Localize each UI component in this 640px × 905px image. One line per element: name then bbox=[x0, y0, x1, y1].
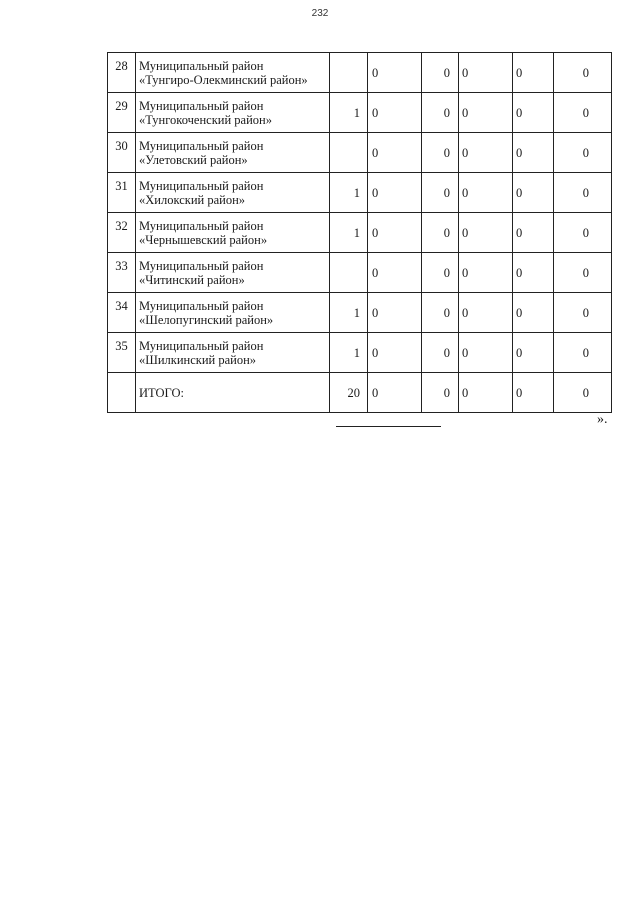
total-value-4: 0 bbox=[459, 373, 513, 413]
table-body bbox=[108, 53, 612, 413]
value-cell-6: 0 bbox=[554, 173, 612, 213]
total-value-6: 0 bbox=[554, 373, 612, 413]
value-cell-5: 0 bbox=[513, 173, 554, 213]
district-table bbox=[107, 52, 612, 413]
value-cell-2: 0 bbox=[368, 173, 422, 213]
value-cell-3: 0 bbox=[422, 293, 459, 333]
row-number: 29 bbox=[108, 93, 136, 133]
closing-divider-line bbox=[336, 426, 441, 427]
row-number: 34 bbox=[108, 293, 136, 333]
row-number: 32 bbox=[108, 213, 136, 253]
value-cell-1 bbox=[330, 133, 368, 173]
district-name-line2: «Читинский район» bbox=[139, 272, 245, 287]
district-name-line2: «Чернышевский район» bbox=[139, 232, 268, 247]
table-row bbox=[108, 53, 612, 93]
value-cell-4: 0 bbox=[459, 333, 513, 373]
value-cell-2: 0 bbox=[368, 53, 422, 93]
value-cell-2: 0 bbox=[368, 293, 422, 333]
district-name-line1: Муниципальный район bbox=[139, 218, 264, 233]
value-cell-3: 0 bbox=[422, 173, 459, 213]
district-name-line1: Муниципальный район bbox=[139, 338, 264, 353]
value-cell-3: 0 bbox=[422, 213, 459, 253]
value-cell-3: 0 bbox=[422, 93, 459, 133]
value-cell-6: 0 bbox=[554, 333, 612, 373]
value-cell-4: 0 bbox=[459, 213, 513, 253]
row-number: 33 bbox=[108, 253, 136, 293]
value-cell-4: 0 bbox=[459, 93, 513, 133]
value-cell-6: 0 bbox=[554, 293, 612, 333]
value-cell-1: 1 bbox=[330, 333, 368, 373]
district-name-line1: Муниципальный район bbox=[139, 58, 264, 73]
district-name-line2: «Тунгиро-Олекминский район» bbox=[139, 72, 308, 87]
table-row bbox=[108, 213, 612, 253]
table-row bbox=[108, 93, 612, 133]
value-cell-5: 0 bbox=[513, 213, 554, 253]
value-cell-6: 0 bbox=[554, 53, 612, 93]
value-cell-6: 0 bbox=[554, 213, 612, 253]
value-cell-3: 0 bbox=[422, 253, 459, 293]
district-name-line2: «Шилкинский район» bbox=[139, 352, 257, 367]
district-name bbox=[136, 213, 330, 253]
district-name bbox=[136, 133, 330, 173]
total-value-3: 0 bbox=[422, 373, 459, 413]
table-row bbox=[108, 133, 612, 173]
page-number: 232 bbox=[311, 8, 329, 19]
value-cell-6: 0 bbox=[554, 93, 612, 133]
value-cell-2: 0 bbox=[368, 253, 422, 293]
district-name bbox=[136, 293, 330, 333]
value-cell-1: 1 bbox=[330, 93, 368, 133]
row-number: 31 bbox=[108, 173, 136, 213]
district-name bbox=[136, 253, 330, 293]
district-name-line2: «Шелопугинский район» bbox=[139, 312, 274, 327]
district-name bbox=[136, 93, 330, 133]
value-cell-2: 0 bbox=[368, 333, 422, 373]
value-cell-2: 0 bbox=[368, 133, 422, 173]
value-cell-5: 0 bbox=[513, 53, 554, 93]
district-name-line1: Муниципальный район bbox=[139, 258, 264, 273]
row-number: 28 bbox=[108, 53, 136, 93]
total-label: ИТОГО: bbox=[136, 373, 330, 413]
value-cell-5: 0 bbox=[513, 293, 554, 333]
row-number: 35 bbox=[108, 333, 136, 373]
district-name bbox=[136, 53, 330, 93]
value-cell-1: 1 bbox=[330, 213, 368, 253]
value-cell-1: 1 bbox=[330, 173, 368, 213]
row-number: 30 bbox=[108, 133, 136, 173]
value-cell-3: 0 bbox=[422, 53, 459, 93]
table-row bbox=[108, 173, 612, 213]
value-cell-1 bbox=[330, 253, 368, 293]
table-row bbox=[108, 333, 612, 373]
district-name-line1: Муниципальный район bbox=[139, 178, 264, 193]
value-cell-5: 0 bbox=[513, 93, 554, 133]
value-cell-5: 0 bbox=[513, 333, 554, 373]
total-number-cell bbox=[108, 373, 136, 413]
district-name-line2: «Хилокский район» bbox=[139, 192, 246, 207]
table-row bbox=[108, 253, 612, 293]
total-value-1: 20 bbox=[330, 373, 368, 413]
value-cell-3: 0 bbox=[422, 333, 459, 373]
value-cell-4: 0 bbox=[459, 173, 513, 213]
district-name-line2: «Тунгокоченский район» bbox=[139, 112, 272, 127]
district-name bbox=[136, 333, 330, 373]
value-cell-1: 1 bbox=[330, 293, 368, 333]
value-cell-2: 0 bbox=[368, 213, 422, 253]
total-value-2: 0 bbox=[368, 373, 422, 413]
value-cell-6: 0 bbox=[554, 253, 612, 293]
value-cell-2: 0 bbox=[368, 93, 422, 133]
district-name-line1: Муниципальный район bbox=[139, 98, 264, 113]
total-row bbox=[108, 373, 612, 413]
value-cell-1 bbox=[330, 53, 368, 93]
total-value-5: 0 bbox=[513, 373, 554, 413]
value-cell-5: 0 bbox=[513, 253, 554, 293]
value-cell-4: 0 bbox=[459, 133, 513, 173]
value-cell-4: 0 bbox=[459, 253, 513, 293]
closing-quote-mark: ». bbox=[597, 412, 608, 427]
district-name-line1: Муниципальный район bbox=[139, 138, 264, 153]
value-cell-6: 0 bbox=[554, 133, 612, 173]
district-name-line1: Муниципальный район bbox=[139, 298, 264, 313]
value-cell-4: 0 bbox=[459, 293, 513, 333]
value-cell-3: 0 bbox=[422, 133, 459, 173]
district-name bbox=[136, 173, 330, 213]
value-cell-5: 0 bbox=[513, 133, 554, 173]
table-row bbox=[108, 293, 612, 333]
value-cell-4: 0 bbox=[459, 53, 513, 93]
district-name-line2: «Улетовский район» bbox=[139, 152, 248, 167]
